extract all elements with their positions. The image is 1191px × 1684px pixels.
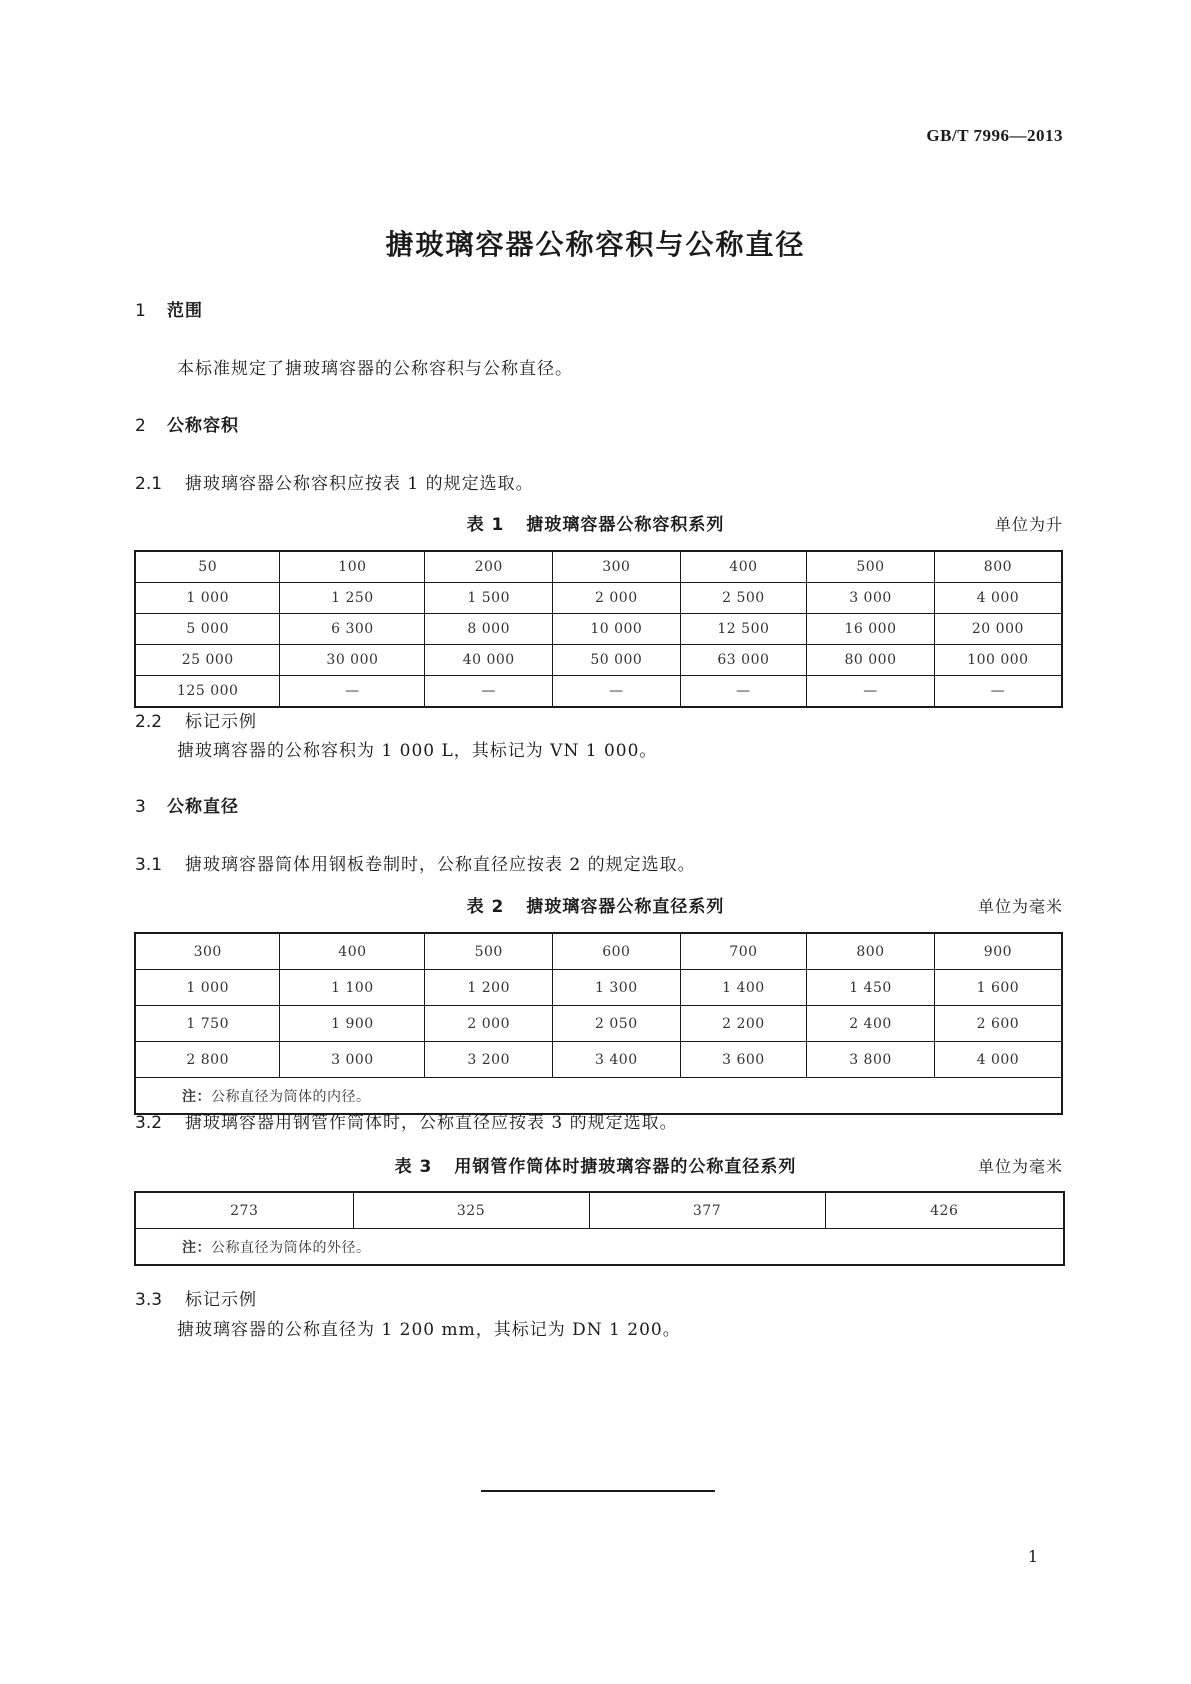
table-cell: 125 000: [135, 676, 280, 708]
section-3-heading: [135, 792, 239, 817]
table-cell: —: [553, 676, 681, 708]
table-cell: 300: [553, 551, 681, 583]
clause-3-1: [135, 850, 696, 875]
section-title: 公称容积: [167, 416, 239, 436]
section-number: 3: [135, 797, 147, 817]
clause-text: 搪玻璃容器筒体用钢板卷制时，公称直径应按表 2 的规定选取。: [185, 855, 696, 875]
table-cell: 2 500: [680, 583, 807, 614]
table-cell: 2 000: [553, 583, 681, 614]
clause-number: 2.2: [135, 712, 163, 732]
table-label: 表 1: [466, 515, 505, 535]
section-title: 公称直径: [167, 797, 239, 817]
table-cell: 2 050: [553, 1006, 681, 1042]
table-cell: 3 000: [280, 1042, 425, 1078]
table-cell: 50: [135, 551, 280, 583]
table-cell: 400: [680, 551, 807, 583]
table-label: 表 3: [394, 1157, 433, 1177]
table-cell: 3 600: [680, 1042, 807, 1078]
section-1-text: 本标准规定了搪玻璃容器的公称容积与公称直径。: [177, 359, 573, 379]
clause-title: 标记示例: [185, 1290, 257, 1310]
table-cell: 25 000: [135, 645, 280, 676]
diameter-table-body: [135, 933, 1062, 1078]
table-row: [135, 676, 1062, 708]
pipe-diameter-table: [134, 1191, 1065, 1266]
table-label: 表 2: [466, 897, 505, 917]
table-cell: 2 600: [934, 1006, 1062, 1042]
table-row: [135, 551, 1062, 583]
table-cell: 1 400: [680, 970, 807, 1006]
table-row: [135, 970, 1062, 1006]
table-cell: 1 600: [934, 970, 1062, 1006]
table-cell: 3 000: [807, 583, 935, 614]
pipe-diameter-table-body: [135, 1192, 1064, 1229]
note-text: 公称直径为筒体的外径。: [211, 1239, 371, 1256]
table-cell: 10 000: [553, 614, 681, 645]
note-text: 公称直径为筒体的内径。: [211, 1088, 371, 1105]
table-row: [135, 1006, 1062, 1042]
table-row: [135, 614, 1062, 645]
section-number: 1: [135, 301, 147, 321]
table-cell: 2 400: [807, 1006, 935, 1042]
section-1-heading: [135, 296, 203, 321]
capacity-table-body: [135, 551, 1062, 707]
table-cell: —: [680, 676, 807, 708]
clause-title: 标记示例: [185, 712, 257, 732]
clause-number: 3.2: [135, 1113, 163, 1133]
table-cell: 30 000: [280, 645, 425, 676]
table-cell: 500: [425, 933, 553, 970]
table-cell: 800: [934, 551, 1062, 583]
table-cell: 426: [825, 1192, 1064, 1229]
table-cell: 1 300: [553, 970, 681, 1006]
document-title: 搪玻璃容器公称容积与公称直径: [385, 228, 806, 261]
note-label: 注：: [182, 1239, 211, 1256]
table-row: [135, 1192, 1064, 1229]
table-cell: 700: [680, 933, 807, 970]
table-row: [135, 583, 1062, 614]
page-number: 1: [1027, 1547, 1038, 1566]
table-cell: 325: [353, 1192, 589, 1229]
table-cell: 3 400: [553, 1042, 681, 1078]
table-cell: 500: [807, 551, 935, 583]
table-cell: 377: [589, 1192, 825, 1229]
table-cell: 300: [135, 933, 280, 970]
table-cell: —: [280, 676, 425, 708]
table-cell: 400: [280, 933, 425, 970]
table-cell: 1 000: [135, 583, 280, 614]
section-title: 范围: [167, 301, 203, 321]
clause-number: 3.1: [135, 855, 163, 875]
clause-text: 搪玻璃容器用钢管作筒体时，公称直径应按表 3 的规定选取。: [185, 1113, 678, 1133]
clause-number: 2.1: [135, 474, 163, 494]
table-row: [135, 1042, 1062, 1078]
table-note-row: [135, 1229, 1064, 1266]
table-cell: 1 250: [280, 583, 425, 614]
clause-2-2-text: 搪玻璃容器的公称容积为 1 000 L，其标记为 VN 1 000。: [177, 741, 658, 761]
section-2-heading: [135, 411, 239, 436]
table-cell: 900: [934, 933, 1062, 970]
capacity-table: [134, 550, 1063, 708]
clause-2-2: [135, 707, 257, 732]
table-cell: 6 300: [280, 614, 425, 645]
table-cell: 16 000: [807, 614, 935, 645]
section-number: 2: [135, 416, 147, 436]
table-cell: 2 200: [680, 1006, 807, 1042]
table-row: [135, 645, 1062, 676]
note-label: 注：: [182, 1088, 211, 1105]
table-cell: 1 200: [425, 970, 553, 1006]
table-cell: 600: [553, 933, 681, 970]
table-cell: 1 500: [425, 583, 553, 614]
table-cell: 3 200: [425, 1042, 553, 1078]
table-cell: 2 000: [425, 1006, 553, 1042]
table-cell: 273: [135, 1192, 353, 1229]
table-caption-text: 搪玻璃容器公称直径系列: [526, 897, 725, 917]
end-rule: [481, 1490, 715, 1492]
table-cell: 4 000: [934, 583, 1062, 614]
diameter-table: [134, 932, 1063, 1115]
clause-2-1: [135, 469, 534, 494]
table-cell: 12 500: [680, 614, 807, 645]
clause-3-2: [135, 1108, 678, 1133]
standard-code: GB/T 7996—2013: [926, 126, 1063, 145]
table-caption-text: 用钢管作筒体时搪玻璃容器的公称直径系列: [454, 1157, 797, 1177]
table-cell: 5 000: [135, 614, 280, 645]
table-1-unit: 单位为升: [994, 515, 1063, 534]
table-caption-text: 搪玻璃容器公称容积系列: [526, 515, 725, 535]
table-cell: 100: [280, 551, 425, 583]
table-cell: 50 000: [553, 645, 681, 676]
table-cell: —: [807, 676, 935, 708]
table-cell: 1 900: [280, 1006, 425, 1042]
table-cell: 4 000: [934, 1042, 1062, 1078]
table-3-unit: 单位为毫米: [977, 1157, 1063, 1176]
table-cell: 1 000: [135, 970, 280, 1006]
table-2-unit: 单位为毫米: [977, 897, 1063, 916]
table-cell: 200: [425, 551, 553, 583]
table-cell: 1 450: [807, 970, 935, 1006]
table-cell: 2 800: [135, 1042, 280, 1078]
clause-3-3-text: 搪玻璃容器的公称直径为 1 200 mm，其标记为 DN 1 200。: [177, 1320, 681, 1340]
table-cell: 8 000: [425, 614, 553, 645]
table-cell: 3 800: [807, 1042, 935, 1078]
clause-number: 3.3: [135, 1290, 163, 1310]
table-cell: 40 000: [425, 645, 553, 676]
table-row: [135, 933, 1062, 970]
table-cell: —: [934, 676, 1062, 708]
table-cell: 100 000: [934, 645, 1062, 676]
table-cell: 63 000: [680, 645, 807, 676]
clause-text: 搪玻璃容器公称容积应按表 1 的规定选取。: [185, 474, 534, 494]
table-cell: 1 750: [135, 1006, 280, 1042]
table-cell: 80 000: [807, 645, 935, 676]
table-cell: 800: [807, 933, 935, 970]
table-note: [135, 1229, 1064, 1266]
table-cell: 20 000: [934, 614, 1062, 645]
table-cell: —: [425, 676, 553, 708]
clause-3-3: [135, 1285, 257, 1310]
table-cell: 1 100: [280, 970, 425, 1006]
